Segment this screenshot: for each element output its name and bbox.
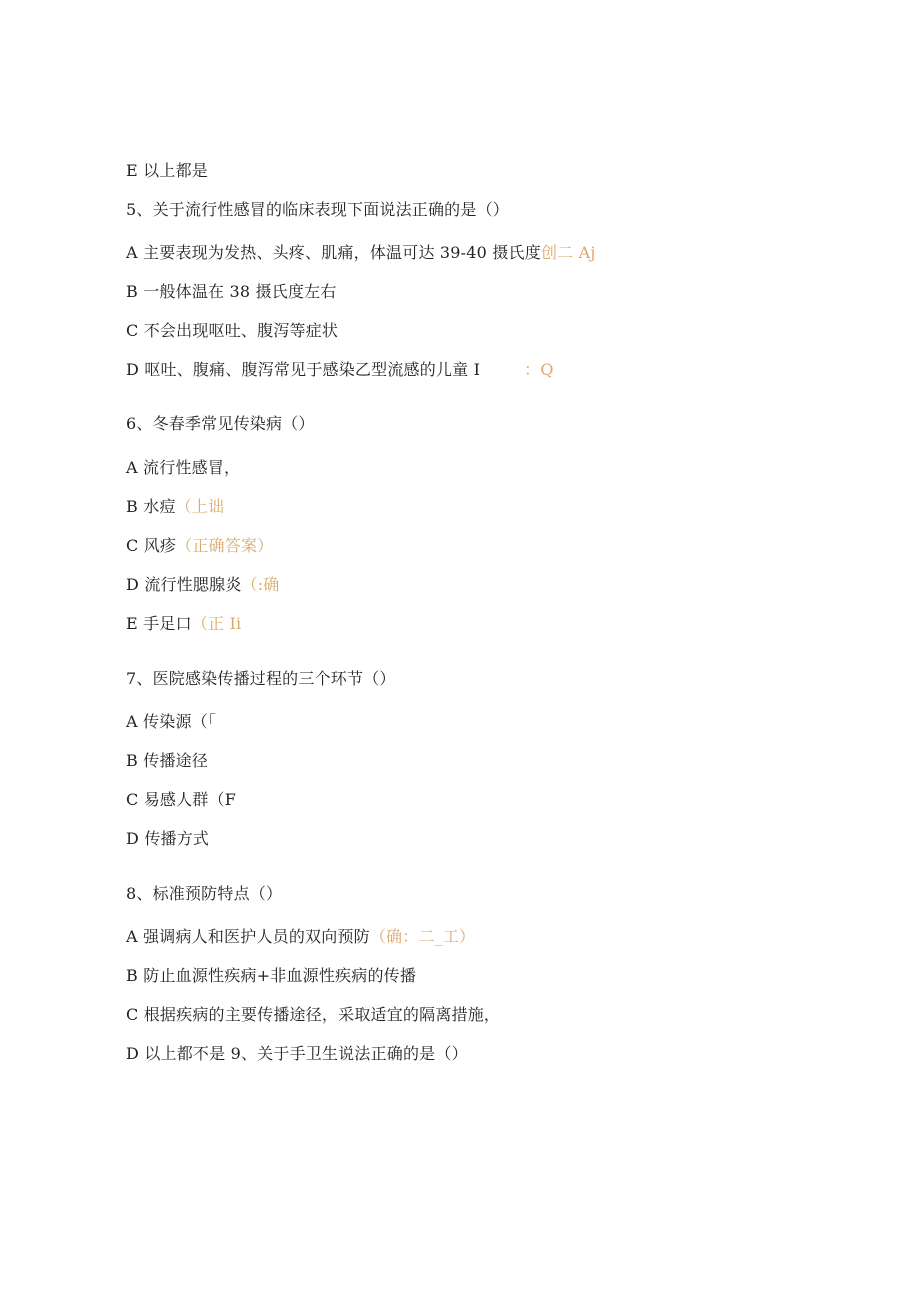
option-text: E 以上都是 — [126, 161, 208, 180]
option-text: D 以上都不是 9、关于手卫生说法正确的是（） — [126, 1044, 468, 1063]
answer-mark: （:确 — [241, 575, 280, 594]
option-b-q8 — [126, 966, 416, 986]
option-text: A 流行性感冒， — [126, 458, 241, 477]
option-text: C 不会出现呕吐、腹泻等症状 — [126, 321, 339, 340]
option-text: D 传播方式 — [126, 829, 210, 848]
question-8 — [126, 884, 282, 904]
option-d-q6 — [126, 575, 280, 595]
option-text: B 传播途径 — [126, 751, 209, 770]
option-c-q5 — [126, 321, 338, 341]
option-e-q4 — [126, 161, 208, 181]
answer-mark: （正 Ii — [191, 614, 242, 633]
option-c-q6 — [126, 536, 273, 556]
answer-mark: （正确答案） — [176, 536, 274, 555]
option-a-q6 — [126, 458, 240, 478]
option-a-q7 — [126, 712, 216, 732]
option-a-q8 — [126, 927, 475, 947]
answer-mark: （确：二_工） — [369, 927, 476, 946]
option-a-q5 — [126, 243, 596, 263]
option-b-q7 — [126, 751, 208, 771]
option-e-q6 — [126, 614, 241, 634]
answer-mark: （上诎 — [175, 497, 225, 516]
option-text: A 传染源（「 — [126, 712, 217, 731]
answer-mark: ：Q — [524, 360, 554, 379]
question-7 — [126, 669, 396, 689]
option-text: C 根据疾病的主要传播途径，采取适宜的隔离措施， — [126, 1005, 501, 1024]
option-text: B 防止血源性疾病+非血源性疾病的传播 — [126, 966, 417, 985]
question-text: 6、冬春季常见传染病（） — [126, 414, 315, 433]
option-d-q5 — [126, 360, 554, 380]
option-text: A 强调病人和医护人员的双向预防 — [126, 927, 370, 946]
question-text: 5、关于流行性感冒的临床表现下面说法正确的是（） — [126, 200, 509, 219]
option-text: B 一般体温在 38 摄氏度左右 — [126, 282, 337, 301]
question-text: 8、标准预防特点（） — [126, 884, 283, 903]
question-text: 7、医院感染传播过程的三个环节（） — [126, 669, 396, 688]
option-b-q5 — [126, 282, 337, 302]
option-c-q7 — [126, 790, 236, 810]
option-text: C 易感人群（F — [126, 790, 237, 809]
answer-mark: 创二 Aj — [540, 243, 596, 262]
question-6 — [126, 414, 315, 434]
option-text: B 水痘 — [126, 497, 176, 516]
option-b-q6 — [126, 497, 224, 517]
option-c-q8 — [126, 1005, 500, 1025]
option-d-q7 — [126, 829, 209, 849]
option-text: D 呕吐、腹痛、腹泻常见于感染乙型流感的儿童 I — [126, 360, 481, 379]
option-text: A 主要表现为发热、头疼、肌痛，体温可达 39-40 摄氏度 — [126, 243, 541, 262]
option-text: C 风疹 — [126, 536, 177, 555]
question-5 — [126, 200, 509, 220]
option-text: D 流行性腮腺炎 — [126, 575, 242, 594]
option-d-q8 — [126, 1044, 468, 1064]
option-text: E 手足口 — [126, 614, 192, 633]
